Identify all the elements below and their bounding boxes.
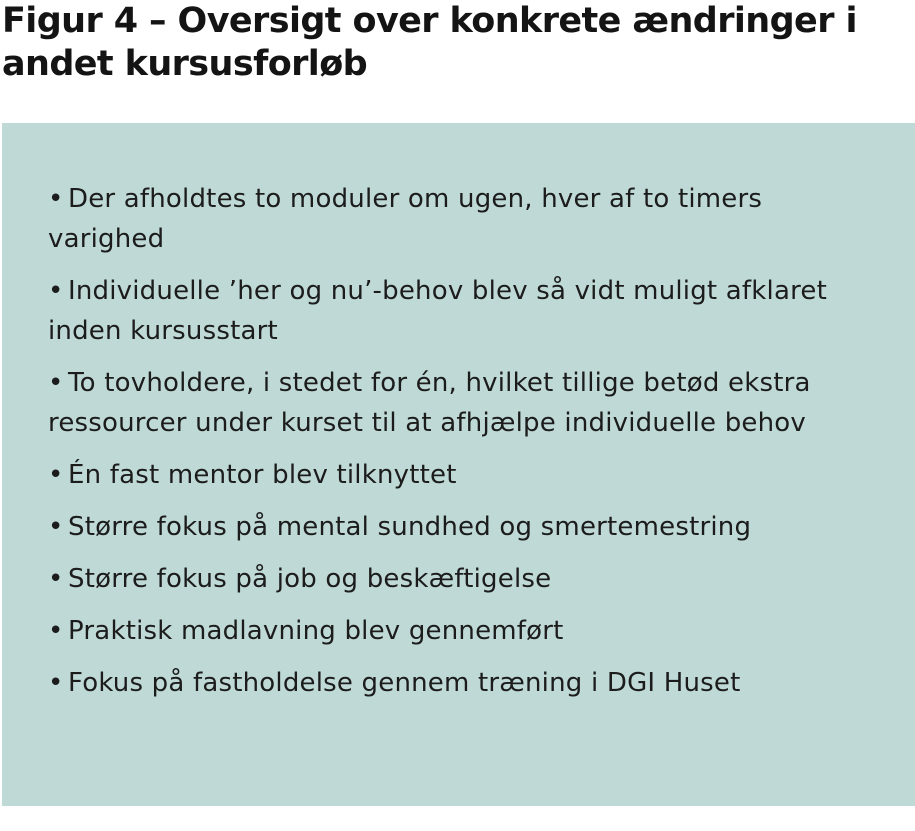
figure-title: Figur 4 – Oversigt over konkrete ændringer i andet kursusforløb [2,1,857,84]
list-item-text: Praktisk madlavning blev gennemført [68,616,564,646]
list-item-text: Der afholdtes to moduler om ugen, hver af to timers varighed [48,184,763,254]
list-item-text: To tovholdere, i stedet for én, hvilket tillige betød ekstra ressourcer under kurset til at afhjælpe individuelle behov [48,368,811,438]
list-item-text: Én fast mentor blev tilknyttet [68,460,457,490]
bullet-icon: • [48,512,64,542]
bullet-icon: • [48,460,64,490]
bullet-icon: • [48,184,64,214]
list-item [48,507,875,547]
list-item-text: Større fokus på mental sundhed og smertemestring [68,512,752,542]
list-item-text: Fokus på fastholdelse gennem træning i DGI Huset [68,668,741,698]
list-item [48,663,875,703]
changes-box [2,123,915,806]
list-item-text: Individuelle ’her og nu’-behov blev så vidt muligt afklaret inden kursusstart [48,276,827,346]
list-item [48,271,875,351]
list-item [48,455,875,495]
list-item [48,611,875,651]
changes-list [48,179,875,703]
list-item [48,363,875,443]
bullet-icon: • [48,276,64,306]
bullet-icon: • [48,668,64,698]
list-item [48,179,875,259]
list-item-text: Større fokus på job og beskæftigelse [68,564,552,594]
bullet-icon: • [48,368,64,398]
bullet-icon: • [48,616,64,646]
bullet-icon: • [48,564,64,594]
list-item [48,559,875,599]
